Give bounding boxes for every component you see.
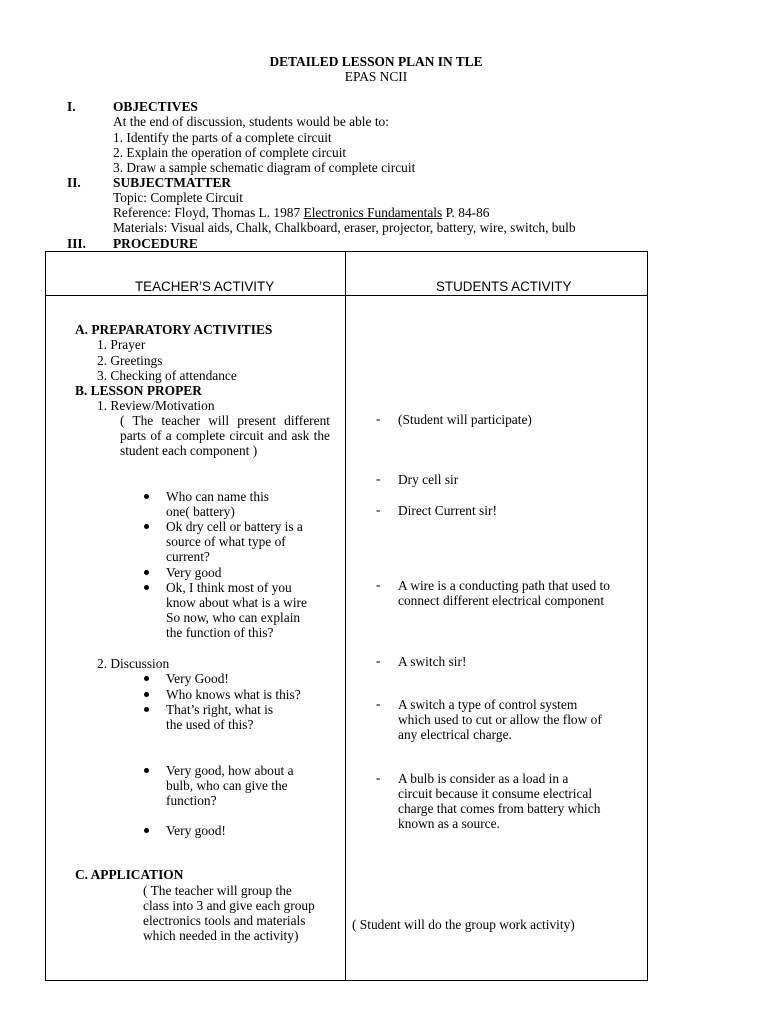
teacher-question: the used of this? [166,717,254,732]
student-answer: Dry cell sir [398,472,459,487]
bullet-icon [144,707,149,712]
procedure-heading: PROCEDURE [113,236,198,251]
bullet-icon [144,768,149,773]
teacher-question: bulb, who can give the [166,778,288,793]
reference-book-title: Electronics Fundamentals [303,205,443,220]
student-answer: ( Student will do the group work activity) [352,917,575,932]
subject-materials: Materials: Visual aids, Chalk, Chalkboard, eraser, projector, battery, wire, switch, bulb [113,220,576,235]
bullet-icon [144,692,149,697]
teacher-activity-header: TEACHER’S ACTIVITY [135,279,275,294]
application-text: ( The teacher will group the [143,883,292,898]
student-answer: which used to cut or allow the flow of [398,712,602,727]
document-subtitle: EPAS NCII [344,69,408,84]
student-answer: connect different electrical component [398,593,605,608]
objectives-heading: OBJECTIVES [113,99,198,114]
dash-marker: - [376,696,381,711]
objectives-intro: At the end of discussion, students would be able to: [113,114,389,129]
subject-numeral: II. [67,175,81,190]
bullet-icon [144,494,149,499]
teacher-question: Very good, how about a [166,763,294,778]
procedure-numeral: III. [67,236,86,251]
student-answer: A bulb is consider as a load in a [398,771,569,786]
student-answer: charge that comes from battery which [398,801,601,816]
prep-item: 2. Greetings [97,353,163,368]
dash-marker: - [376,411,381,426]
teacher-question: That’s right, what is [166,702,274,717]
student-answer: A switch sir! [398,654,467,669]
bullet-icon [144,585,149,590]
teacher-question: one( battery) [166,504,235,519]
subject-heading: SUBJECTMATTER [113,175,232,190]
lesson-proper-heading: B. LESSON PROPER [75,383,202,398]
application-text: class into 3 and give each group [143,898,315,913]
student-answer: any electrical charge. [398,727,512,742]
objective-item: 3. Draw a sample schematic diagram of complete circuit [113,160,416,175]
student-answer: circuit because it consume electrical [398,786,593,801]
preparatory-heading: A. PREPARATORY ACTIVITIES [75,322,273,337]
teacher-question: current? [166,549,210,564]
objectives-numeral: I. [67,99,76,114]
student-answer: A wire is a conducting path that used to [398,578,610,593]
application-text: electronics tools and materials [143,913,306,928]
student-answer: known as a source. [398,816,500,831]
teacher-question: Ok dry cell or battery is a [166,519,303,534]
subject-topic: Topic: Complete Circuit [113,190,243,205]
table-header-divider [45,295,648,296]
objective-item: 2. Explain the operation of complete circuit [113,145,347,160]
bullet-icon [144,524,149,529]
review-description: ( The teacher will present different parts of a complete circuit and ask the student each component ) [120,413,330,459]
review-item: 1. Review/Motivation [97,398,215,413]
teacher-question: source of what type of [166,534,286,549]
teacher-response: Very good [166,565,222,580]
application-heading: C. APPLICATION [75,867,184,882]
prep-item: 1. Prayer [97,337,146,352]
reference-prefix: Reference: Floyd, Thomas L. 1987 [113,205,304,220]
student-answer: A switch a type of control system [398,697,578,712]
student-answer: (Student will participate) [398,412,532,427]
subject-reference [113,205,490,220]
application-text: which needed in the activity) [143,928,299,943]
bullet-icon [144,570,149,575]
dash-marker: - [376,502,381,517]
teacher-response: Very Good! [166,671,229,686]
teacher-question: function? [166,793,217,808]
teacher-response: Very good! [166,823,226,838]
table-column-divider [345,251,346,981]
discussion-item: 2. Discussion [97,656,170,671]
teacher-question: the function of this? [166,625,274,640]
prep-item: 3. Checking of attendance [97,368,237,383]
teacher-question: know about what is a wire [166,595,307,610]
student-answer: Direct Current sir! [398,503,497,518]
bullet-icon [144,676,149,681]
teacher-question: So now, who can explain [166,610,301,625]
dash-marker: - [376,471,381,486]
teacher-question: Who can name this [166,489,269,504]
reference-suffix: P. 84-86 [442,205,490,220]
bullet-icon [144,828,149,833]
dash-marker: - [376,770,381,785]
teacher-question: Who knows what is this? [166,687,301,702]
dash-marker: - [376,577,381,592]
dash-marker: - [376,653,381,668]
students-activity-header: STUDENTS ACTIVITY [436,279,572,294]
teacher-question: Ok, I think most of you [166,580,292,595]
objective-item: 1. Identify the parts of a complete circuit [113,130,332,145]
document-title: DETAILED LESSON PLAN IN TLE [269,54,483,69]
